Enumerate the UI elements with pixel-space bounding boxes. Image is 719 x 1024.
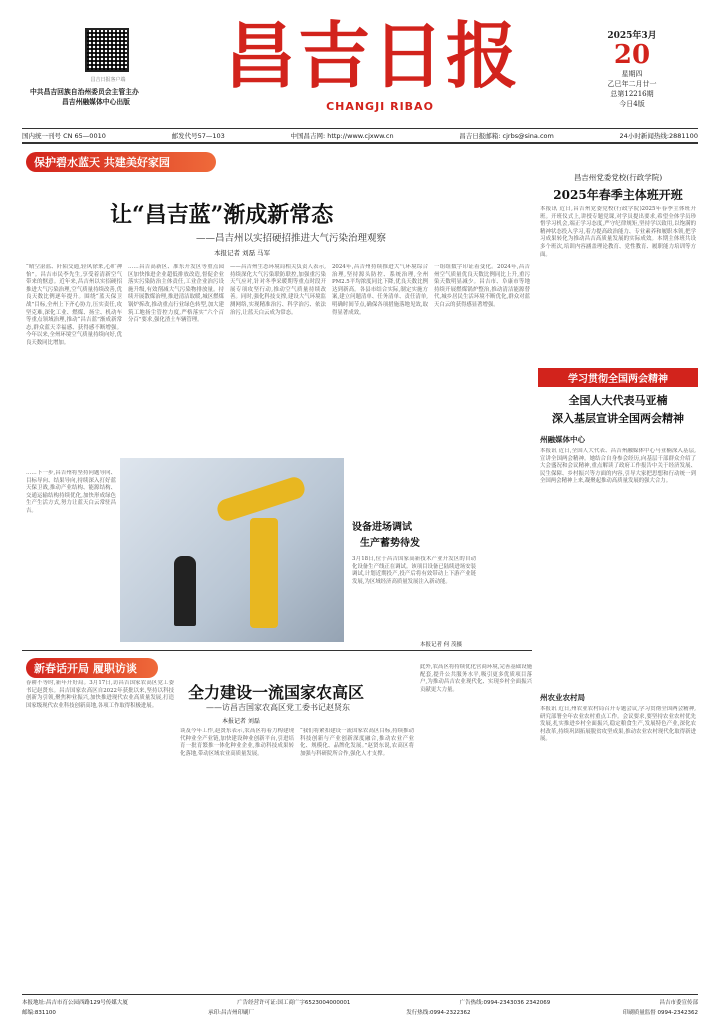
footer-rule <box>22 994 698 995</box>
study-title-line2: 深入基层宣讲全国两会精神 <box>552 412 684 425</box>
info-website[interactable]: 中国昌吉网: http://www.cjxww.cn <box>290 132 394 140</box>
info-issn: 国内统一刊号 CN 65—0010 <box>22 132 106 140</box>
lead-body-col3: ——昌吉州生态环境局相关负责人表示,持续深化大气污染联防联控,加强重污染天气应对,针对冬季采暖期等重点时段开展专项攻坚行动,推动空气质量持续改善。同时,强化科技支撑,建设大气环境监测网络,实现精准治污、科学治污、依法治污,让蓝天白云成为常态。 <box>230 264 326 316</box>
study-body1: 本报讯 近日,全国人大代表、昌吉州融媒体中心马亚楠深入基层,宣讲全国两会精神。她结合自身参会经历,向基层干部群众介绍了大会盛况和会议精神,重点解读了政府工作报告中关于经济发展、民生保障、乡村振兴等方面的内容,引导大家把思想和行动统一到全国两会精神上来,凝聚起推动高质量发展的强大合力。 <box>540 448 696 485</box>
lead-body-col1: “晴空湛蓝、阡陌交通,轻风徐来,心旷神怡”。昌吉市民李先生,享受着清新空气带来的惬意。近年来,昌吉州以实招硬招推进大气污染治理,空气质量持续改善,优良天数比例逐年提升。围绕“蓝天保卫战”目标,全州上下齐心协力,压实责任,攻坚克难,深化工业、燃煤、扬尘、机动车等重点领域治理,推动“昌吉蓝”渐成新常态,群众蓝天幸福感、获得感不断增强。今年以来,全州环境空气质量持续向好,优良天数同比增加。 <box>26 264 122 346</box>
agri-body-col3: “我们将紧扣建设一流国家农高区目标,持续推动科技创新与产业创新深度融合,推动农业产业化、规模化、品牌化发展。”赵贤东说,农高区将加强与科研院所合作,强化人才支撑。 <box>300 728 414 757</box>
photo-title-line2: 生产蓄势待发 <box>360 538 420 549</box>
footer-quality: 印刷质量监督 0994-2342362 <box>622 1010 698 1016</box>
footer-line1 <box>22 998 698 1006</box>
info-bar <box>22 131 698 140</box>
study-dept2: 州农业农村局 <box>540 693 585 702</box>
agri-banner: 新春话开局 履职访谈 <box>26 658 158 678</box>
footer-ad-license: 广告经营许可证:国工商广字6523004000001 <box>237 1000 351 1006</box>
agri-subtitle: ——访昌吉国家农高区党工委书记赵贤东 <box>206 703 350 712</box>
weekday: 星期四 <box>621 70 643 78</box>
newspaper-pinyin: CHANGJI RIBAO <box>326 100 434 113</box>
page-count: 今日4版 <box>619 100 645 108</box>
footer-postcode: 邮编:831100 <box>22 1010 56 1016</box>
photo-credit: 本报记者 何 茂摄 <box>420 642 462 648</box>
footer-address: 本报地址:昌吉市育公园西路129号传媒大厦 <box>22 1000 128 1006</box>
info-email[interactable]: 昌吉日报邮箱: cjrbs@sina.com <box>459 132 554 140</box>
robot-arm-base <box>250 518 278 628</box>
photo-caption: 3月18日,位于昌吉国家高新技术产业开发区的自动化设备生产线正在调试。该项目设备已陆续进场安装调试,计划近期投产,投产后将有效带动上下游产业链发展,为区域经济高质量发展注入新动能。 <box>352 556 476 585</box>
study-banner: 学习贯彻全国两会精神 <box>538 368 698 387</box>
lead-body-col2: ……昌吉高新区、准东开发区等重点园区加快推进企业超低排放改造,督促企业落实污染防治主体责任,工业企业治污设施升级,有效削减大气污染物排放量。持续开展散煤治理,推进清洁取暖,城区燃煤锅炉拆改,推动重点行业绿色转型,加大建筑工地扬尘管控力度,严格落实“六个百分百”要求,强化渣土车辆管理。 <box>128 264 224 324</box>
lead-byline: 本报记者 刘磊 马军 <box>214 249 271 257</box>
publisher-line2: 昌吉州融媒体中心出版 <box>62 98 130 106</box>
footer-ad-hotline: 广告热线:0994-2343036 2342069 <box>459 1000 551 1006</box>
agri-body-col1: 春耕不等时,新年开好局。3月17日,访昌吉国家农高区党工委书记赵贤东。昌吉国家农高区自2022年获批以来,坚持以科技创新为引领,聚焦种业振兴,加快推进现代农业高质量发展,打造国家级现代农业科技创新高地,各项工作取得积极进展。 <box>26 680 174 709</box>
lead-subtitle: ——昌吉州以实招硬招推进大气污染治理观察 <box>196 233 387 244</box>
agri-byline: 本报记者 刘磊 <box>222 718 260 725</box>
lunar-date: 乙巳年二月廿一 <box>607 80 657 88</box>
issue-number: 总第12216期 <box>610 90 654 98</box>
party-school-org: 昌吉州党委党校(行政学院) <box>573 173 663 182</box>
photo-title-line1: 设备进场调试 <box>352 522 412 533</box>
qr-caption: 昌吉日报客户端 <box>90 77 126 83</box>
date-block <box>582 28 682 109</box>
agri-body-col4: 此外,农高区将持续优化营商环境,完善基础设施配套,提升公共服务水平,吸引更多优质项目落户,为推动昌吉农业现代化、实现乡村全面振兴贡献更大力量。 <box>420 664 532 693</box>
newspaper-logo: 昌吉日报 <box>223 13 520 98</box>
section-divider <box>22 650 532 651</box>
qr-code[interactable] <box>85 28 129 72</box>
footer-line2 <box>22 1008 698 1016</box>
study-title-line1: 全国人大代表马亚楠 <box>568 394 668 407</box>
robot-arm-upper <box>215 475 307 524</box>
info-bar-top-rule <box>22 128 698 129</box>
info-hotline: 24小时新闻热线:2881100 <box>619 132 698 140</box>
worker-figure <box>174 556 196 626</box>
study-body2: 本报讯 近日,州农业农村局召开专题会议,学习贯彻全国两会精神,研究部署全年农业农村重点工作。会议要求,要坚持农业农村优先发展,扎实推进乡村全面振兴,稳定粮食生产,发展特色产业,深化农村改革,持续巩固拓展脱贫攻坚成果,推动农业农村现代化取得新进展。 <box>540 706 696 743</box>
footer-publicity: 昌吉市委宣传部 <box>659 1000 698 1006</box>
agri-title: 全力建设一流国家农高区 <box>188 683 365 702</box>
agri-body-col2: 谈及今年工作,赵贤东表示,农高区将着力构建现代种业全产业链,加快建设种业创新平台,引进培育一批育繁推一体化种业企业,推动科技成果转化落地,带动区域农业高质量发展。 <box>180 728 294 757</box>
info-bar-bottom-rule <box>22 142 698 144</box>
date-year-month: 2025年3月 <box>607 31 657 41</box>
lead-body-col5: 一组组数字印证着变化。2024年,昌吉州空气质量优良天数比例同比上升,重污染天数明显减少。昌吉市、阜康市等地持续开展燃煤锅炉整治,推动清洁能源替代,城乡居民生活环境不断优化,群众对蓝天白云的获得感显著增强。 <box>434 264 530 308</box>
party-school-body: 本报讯 近日,昌吉州党委党校(行政学院)2025年春季主体班开班。开班仪式上,讲授专题党课,对学员提出要求,希望全体学员珍惜学习机会,端正学习态度,严守纪律规矩,坚持学以致用,以饱满的精神状态投入学习,着力提高政治能力、专业素养和履职本领,把学习成果转化为推动昌吉高质量发展的实际成效。本期主体班共设多个班次,培训内容涵盖理论教育、党性教育、履职能力培训等方面。 <box>540 206 696 258</box>
party-school-title: 2025年春季主体班开班 <box>553 188 683 202</box>
lead-body-col4: 2024年,昌吉州持续推进大气环境综合治理,坚持源头防控、系统治理,全州PM2.5平均浓度同比下降,优良天数比例达到新高。各县市结合实际,制定实施方案,建立问题清单、任务清单、责任清单,明确时间节点,确保各项措施落地见效,取得显著成效。 <box>332 264 428 316</box>
lead-title: 让“昌吉蓝”渐成新常态 <box>110 202 334 228</box>
footer-distribution: 发行热线:0994-2322362 <box>406 1010 471 1016</box>
date-day: 20 <box>613 40 651 70</box>
publisher-line1: 中共昌吉回族自治州委员会主管主办 <box>30 88 139 96</box>
lead-banner: 保护碧水蓝天 共建美好家园 <box>26 152 216 172</box>
footer-printer: 承印:昌吉州印刷厂 <box>208 1010 254 1016</box>
study-dept1: 州融媒体中心 <box>540 435 585 444</box>
info-postal: 邮发代号57—103 <box>171 132 225 140</box>
factory-photo <box>120 458 344 642</box>
lead-body-col6: ……下一步,昌吉州将坚持问题导向、目标导向、结果导向,持续深入打好蓝天保卫战,推动产业结构、能源结构、交通运输结构持续优化,加快形成绿色生产生活方式,努力让蓝天白云常驻昌吉。 <box>26 470 116 514</box>
